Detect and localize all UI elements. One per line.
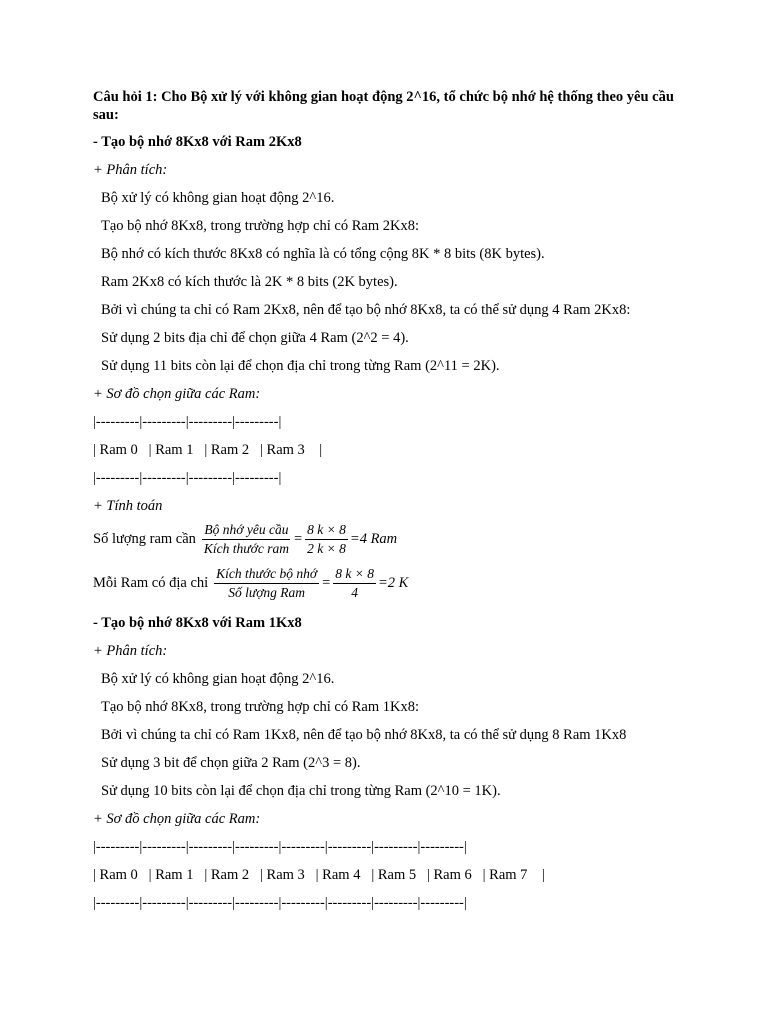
equals-sign: = <box>322 575 331 591</box>
formula-result: =4 Ram <box>349 531 398 547</box>
ram-diagram-border: |---------|---------|---------|---------|---------|---------|---------|---------| <box>93 839 467 855</box>
section2-diagram-label: + Sơ đồ chọn giữa các Ram: <box>93 811 261 827</box>
fraction <box>202 522 291 557</box>
section2-analysis-line: Tạo bộ nhớ 8Kx8, trong trường hợp chỉ có Ram 1Kx8: <box>101 699 420 715</box>
section1-analysis-line: Sử dụng 2 bits địa chỉ để chọn giữa 4 Ram (2^2 = 4). <box>101 330 409 346</box>
formula-prefix: Mỗi Ram có địa chỉ <box>93 575 209 591</box>
section1-analysis-label: + Phân tích: <box>93 162 168 178</box>
formula-ram-count <box>93 522 397 557</box>
fraction-denominator: 2 k × 8 <box>307 541 346 556</box>
formula-ram-address <box>93 566 408 601</box>
fraction <box>305 522 348 557</box>
fraction-numerator: 8 k × 8 <box>333 566 376 584</box>
ram-diagram-row: | Ram 0 | Ram 1 | Ram 2 | Ram 3 | Ram 4 | Ram 5 | Ram 6 | Ram 7 | <box>93 867 545 883</box>
section2-heading: - Tạo bộ nhớ 8Kx8 với Ram 1Kx8 <box>93 615 302 631</box>
section2-analysis-line: Sử dụng 3 bit để chọn giữa 2 Ram (2^3 = 8). <box>101 755 361 771</box>
ram-diagram-border: |---------|---------|---------|---------| <box>93 470 282 486</box>
question-title: Câu hỏi 1: Cho Bộ xử lý với không gian hoạt động 2^16, tổ chức bộ nhớ hệ thống theo yêu cầu sau: <box>93 89 674 123</box>
formula-prefix: Số lượng ram cần <box>93 531 196 547</box>
section2-analysis-line: Bởi vì chúng ta chỉ có Ram 1Kx8, nên để tạo bộ nhớ 8Kx8, ta có thể sử dụng 8 Ram 1Kx8 <box>101 727 627 743</box>
section1-analysis-line: Sử dụng 11 bits còn lại để chọn địa chỉ trong từng Ram (2^11 = 2K). <box>101 358 500 374</box>
section1-heading: - Tạo bộ nhớ 8Kx8 với Ram 2Kx8 <box>93 134 302 150</box>
section1-analysis-line: Bởi vì chúng ta chỉ có Ram 2Kx8, nên để tạo bộ nhớ 8Kx8, ta có thể sử dụng 4 Ram 2Kx8: <box>101 302 631 318</box>
fraction <box>214 566 319 601</box>
section2-analysis-label: + Phân tích: <box>93 643 168 659</box>
fraction-denominator: Số lượng Ram <box>228 585 306 600</box>
section2-analysis-line: Bộ xử lý có không gian hoạt động 2^16. <box>101 671 335 687</box>
section2-analysis-line: Sử dụng 10 bits còn lại để chọn địa chỉ trong từng Ram (2^10 = 1K). <box>101 783 501 799</box>
section1-diagram-label: + Sơ đồ chọn giữa các Ram: <box>93 386 261 402</box>
section1-analysis-line: Ram 2Kx8 có kích thước là 2K * 8 bits (2K bytes). <box>101 274 398 290</box>
section1-analysis-line: Tạo bộ nhớ 8Kx8, trong trường hợp chỉ có Ram 2Kx8: <box>101 218 420 234</box>
fraction-numerator: 8 k × 8 <box>305 522 348 540</box>
fraction <box>333 566 376 601</box>
formula-result: =2 K <box>377 575 409 591</box>
ram-diagram-border: |---------|---------|---------|---------| <box>93 414 282 430</box>
fraction-denominator: 4 <box>351 585 358 600</box>
fraction-numerator: Bộ nhớ yêu cầu <box>202 522 290 540</box>
section1-analysis-line: Bộ nhớ có kích thước 8Kx8 có nghĩa là có tổng cộng 8K * 8 bits (8K bytes). <box>101 246 545 262</box>
ram-diagram-row: | Ram 0 | Ram 1 | Ram 2 | Ram 3 | <box>93 442 323 458</box>
ram-diagram-border: |---------|---------|---------|---------|---------|---------|---------|---------| <box>93 895 467 911</box>
equals-sign: = <box>293 531 303 547</box>
fraction-numerator: Kích thước bộ nhớ <box>214 566 319 584</box>
fraction-denominator: Kích thước ram <box>203 541 289 556</box>
section1-calc-label: + Tính toán <box>93 498 163 514</box>
section1-analysis-line: Bộ xử lý có không gian hoạt động 2^16. <box>101 190 335 206</box>
